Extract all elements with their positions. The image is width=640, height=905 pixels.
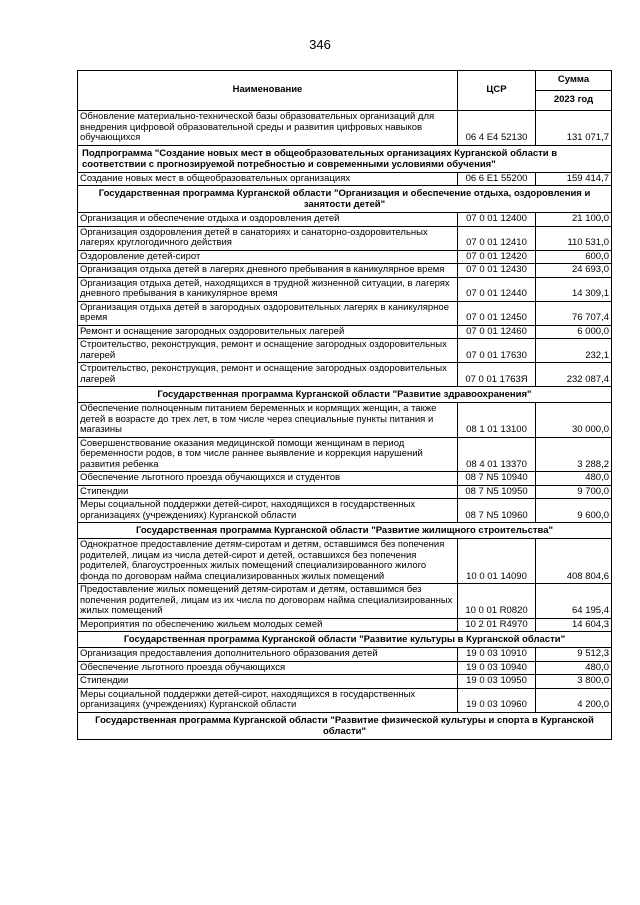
row-amount: 14 309,1 [536,277,612,301]
row-name: Организация отдыха детей в лагерях дневного пребывания в каникулярное время [78,264,458,278]
row-amount: 480,0 [536,661,612,675]
row-amount: 9 600,0 [536,499,612,523]
section-title: Государственная программа Курганской области "Развитие здравоохранения" [78,387,612,403]
table-row [78,437,612,472]
row-name: Организация оздоровления детей в санаториях и санаторно-оздоровительных лагерях круглогодичного действия [78,226,458,250]
table-body [78,111,612,740]
row-name: Создание новых мест в общеобразовательных организациях [78,172,458,186]
row-code: 07 0 01 12460 [458,325,536,339]
row-amount: 232,1 [536,339,612,363]
row-name: Обновление материально-технической базы образовательных организаций для внедрения цифровой образовательной среды и развития цифровых навыков обучающихся [78,111,458,146]
row-code: 07 0 01 17630 [458,339,536,363]
table-row [78,648,612,662]
header-csr: ЦСР [458,71,536,111]
table-row [78,499,612,523]
header-sum: Сумма [536,71,612,91]
row-code: 10 0 01 R0820 [458,584,536,619]
row-name: Меры социальной поддержки детей-сирот, находящихся в государственных организациях (учреждениях) Курганской области [78,499,458,523]
row-name: Предоставление жилых помещений детям-сиротам и детям, оставшимся без попечения родителей, лицам из их числа по договорам найма специализированных жилых помещений [78,584,458,619]
row-name: Организация и обеспечение отдыха и оздоровления детей [78,213,458,227]
row-amount: 3 288,2 [536,437,612,472]
row-amount: 14 604,3 [536,618,612,632]
table-row [78,111,612,146]
row-code: 07 0 01 1763Я [458,363,536,387]
row-code: 19 0 03 10910 [458,648,536,662]
row-name: Организация отдыха детей, находящихся в трудной жизненной ситуации, в лагерях дневного пребывания в каникулярное время [78,277,458,301]
row-amount: 131 071,7 [536,111,612,146]
table-row [78,264,612,278]
table-row [78,213,612,227]
table-row [78,226,612,250]
row-code: 07 0 01 12410 [458,226,536,250]
row-code: 07 0 01 12430 [458,264,536,278]
budget-table [77,70,612,740]
row-name: Однократное предоставление детям-сиротам и детям, оставшимся без попечения родителей, лицам из числа детей-сирот и детей, оставшихся без попечения родителей, благоустроенных жилых помещений специализированного жилого фонда по договорам найма специализированных жилых помещений [78,539,458,584]
row-name: Строительство, реконструкция, ремонт и оснащение загородных оздоровительных лагерей [78,339,458,363]
row-amount: 76 707,4 [536,301,612,325]
table-row [78,277,612,301]
row-name: Оздоровление детей-сирот [78,250,458,264]
section-header-row [78,632,612,648]
row-code: 08 4 01 13370 [458,437,536,472]
section-header-row [78,145,612,172]
table-row [78,363,612,387]
row-amount: 64 195,4 [536,584,612,619]
table-row [78,301,612,325]
row-code: 08 7 N5 10950 [458,485,536,499]
section-header-row [78,387,612,403]
row-amount: 9 512,3 [536,648,612,662]
row-name: Стипендии [78,485,458,499]
row-code: 08 7 N5 10940 [458,472,536,486]
row-code: 19 0 03 10960 [458,688,536,712]
table-row [78,688,612,712]
row-amount: 110 531,0 [536,226,612,250]
header-year: 2023 год [536,91,612,111]
table-row [78,661,612,675]
row-code: 19 0 03 10950 [458,675,536,689]
table-row [78,325,612,339]
row-name: Обеспечение льготного проезда обучающихся [78,661,458,675]
row-amount: 4 200,0 [536,688,612,712]
row-amount: 3 800,0 [536,675,612,689]
row-amount: 21 100,0 [536,213,612,227]
table-row [78,539,612,584]
row-amount: 9 700,0 [536,485,612,499]
section-header-row [78,186,612,213]
section-header-row [78,712,612,739]
row-code: 07 0 01 12450 [458,301,536,325]
row-name: Обеспечение льготного проезда обучающихся и студентов [78,472,458,486]
row-name: Ремонт и оснащение загородных оздоровительных лагерей [78,325,458,339]
row-name: Обеспечение полноценным питанием беременных и кормящих женщин, а также детей в возрасте до трех лет, в том числе через специальные пункты питания и магазины [78,403,458,438]
table-row [78,584,612,619]
row-code: 19 0 03 10940 [458,661,536,675]
row-amount: 600,0 [536,250,612,264]
row-name: Строительство, реконструкция, ремонт и оснащение загородных оздоровительных лагерей [78,363,458,387]
row-name: Организация предоставления дополнительного образования детей [78,648,458,662]
row-name: Организация отдыха детей в загородных оздоровительных лагерях в каникулярное время [78,301,458,325]
row-name: Меры социальной поддержки детей-сирот, находящихся в государственных организациях (учреждениях) Курганской области [78,688,458,712]
row-code: 10 2 01 R4970 [458,618,536,632]
row-code: 10 0 01 14090 [458,539,536,584]
table-row [78,472,612,486]
section-title: Государственная программа Курганской области "Развитие физической культуры и спорта в Курганской области" [78,712,612,739]
table-row [78,675,612,689]
row-amount: 232 087,4 [536,363,612,387]
table-row [78,485,612,499]
table-row [78,250,612,264]
row-amount: 6 000,0 [536,325,612,339]
section-title: Государственная программа Курганской области "Развитие жилищного строительства" [78,523,612,539]
section-title: Государственная программа Курганской области "Развитие культуры в Курганской области" [78,632,612,648]
row-amount: 24 693,0 [536,264,612,278]
row-code: 08 1 01 13100 [458,403,536,438]
row-amount: 480,0 [536,472,612,486]
row-code: 07 0 01 12440 [458,277,536,301]
row-name: Стипендии [78,675,458,689]
row-code: 07 0 01 12400 [458,213,536,227]
row-amount: 408 804,6 [536,539,612,584]
table-row [78,172,612,186]
table-row [78,339,612,363]
header-name: Наименование [78,71,458,111]
table-row [78,618,612,632]
row-code: 08 7 N5 10960 [458,499,536,523]
page-number: 346 [309,37,331,52]
row-amount: 30 000,0 [536,403,612,438]
table-row [78,403,612,438]
section-title: Подпрограмма "Создание новых мест в общеобразовательных организациях Курганской области в соответствии с прогнозируемой потребностью и современными условиями обучения" [78,145,612,172]
row-name: Совершенствование оказания медицинской помощи женщинам в период беременности родов, в том числе раннее выявление и коррекция нарушений развития ребенка [78,437,458,472]
row-code: 06 4 E4 52130 [458,111,536,146]
row-code: 07 0 01 12420 [458,250,536,264]
row-name: Мероприятия по обеспечению жильем молодых семей [78,618,458,632]
row-code: 06 6 E1 55200 [458,172,536,186]
section-header-row [78,523,612,539]
section-title: Государственная программа Курганской области "Организация и обеспечение отдыха, оздоровления и занятости детей" [78,186,612,213]
row-amount: 159 414,7 [536,172,612,186]
